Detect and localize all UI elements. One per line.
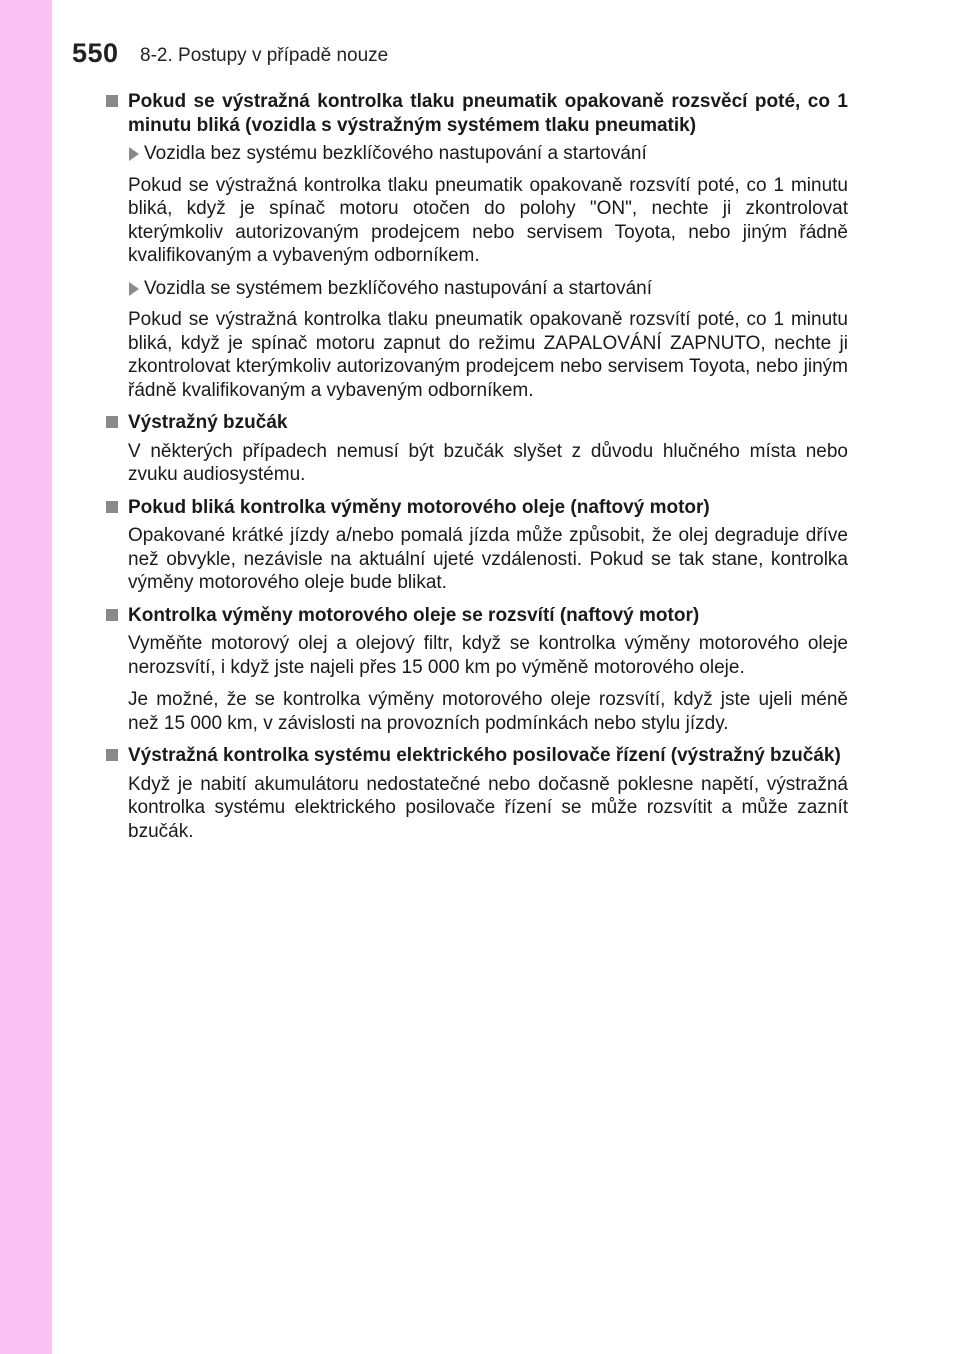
section-heading xyxy=(104,411,848,435)
section-heading xyxy=(104,90,848,137)
running-header: 8-2. Postupy v případě nouze xyxy=(140,45,389,66)
paragraph: Pokud se výstražná kontrolka tlaku pneumatik opakovaně rozsvítí poté, co 1 minutu bliká, když je spínač motoru otočen do polohy "ON", nechte ji zkontrolovat kterýmkoliv autorizovaným prodejcem nebo servisem Toyota, nebo jiným řádně kvalifikovaným a vybaveným odborníkem. xyxy=(128,174,848,266)
square-bullet-icon xyxy=(106,609,118,621)
section-power-steering xyxy=(104,744,848,843)
paragraph: Opakované krátké jízdy a/nebo pomalá jízda může způsobit, že olej degraduje dříve než obvykle, nezávisle na aktuální ujeté vzdálenosti. Pokud se tak stane, kontrolka výměny motorového oleje bude blikat. xyxy=(128,525,848,593)
square-bullet-icon xyxy=(106,501,118,513)
paragraph: Je možné, že se kontrolka výměny motorového oleje rozsvítí, když jste ujeli méně než 15 000 km, v závislosti na provozních podmínkách nebo stylu jízdy. xyxy=(128,689,848,734)
section-tire-pressure xyxy=(104,90,848,402)
section-oil-change-blinking xyxy=(104,496,848,595)
paragraph: Vyměňte motorový olej a olejový filtr, když se kontrolka výměny motorového oleje nerozsvítí, i když jste najeli přes 15 000 km po výměně motorového oleje. xyxy=(128,633,848,678)
page-edge-tab xyxy=(0,0,52,1354)
section-heading xyxy=(104,496,848,520)
section-heading-text: Pokud bliká kontrolka výměny motorového oleje (naftový motor) xyxy=(128,496,710,518)
square-bullet-icon xyxy=(106,95,118,107)
section-warning-buzzer xyxy=(104,411,848,487)
subheading-text: Vozidla bez systému bezklíčového nastupování a startování xyxy=(144,143,647,164)
section-heading-text: Kontrolka výměny motorového oleje se rozsvítí (naftový motor) xyxy=(128,604,700,626)
page-number: 550 xyxy=(72,38,119,68)
page-content xyxy=(104,90,848,852)
section-heading-text: Výstražný bzučák xyxy=(128,412,288,433)
section-heading-text: Pokud se výstražná kontrolka tlaku pneumatik opakovaně rozsvěcí poté, co 1 minutu bliká (vozidla s výstražným systémem tlaku pneumatik) xyxy=(128,91,848,136)
subheading-text: Vozidla se systémem bezklíčového nastupování a startování xyxy=(144,277,652,299)
section-heading xyxy=(104,604,848,628)
paragraph: V některých případech nemusí být bzučák slyšet z důvodu hlučného místa nebo zvuku audiosystému. xyxy=(128,440,848,485)
triangle-bullet-icon xyxy=(129,282,139,296)
square-bullet-icon xyxy=(106,749,118,761)
square-bullet-icon xyxy=(106,416,118,428)
section-oil-change-lit xyxy=(104,604,848,736)
section-heading-text: Výstražná kontrolka systému elektrického posilovače řízení (výstražný bzučák) xyxy=(128,745,841,766)
triangle-bullet-icon xyxy=(129,147,139,161)
paragraph: Když je nabití akumulátoru nedostatečné nebo dočasně poklesne napětí, výstražná kontrolka systému elektrického posilovače řízení se může rozsvítit a může zaznít bzučák. xyxy=(128,773,848,842)
subheading xyxy=(104,142,848,166)
section-heading xyxy=(104,744,848,768)
paragraph: Pokud se výstražná kontrolka tlaku pneumatik opakovaně rozsvítí poté, co 1 minutu bliká, když je spínač motoru zapnut do režimu ZAPALOVÁNÍ ZAPNUTO, nechte ji zkontrolovat kterýmkoliv autorizovaným prodejcem nebo servisem Toyota, nebo jiným řádně kvalifikovaným a vybaveným odborníkem. xyxy=(128,309,848,401)
subheading xyxy=(104,277,848,301)
